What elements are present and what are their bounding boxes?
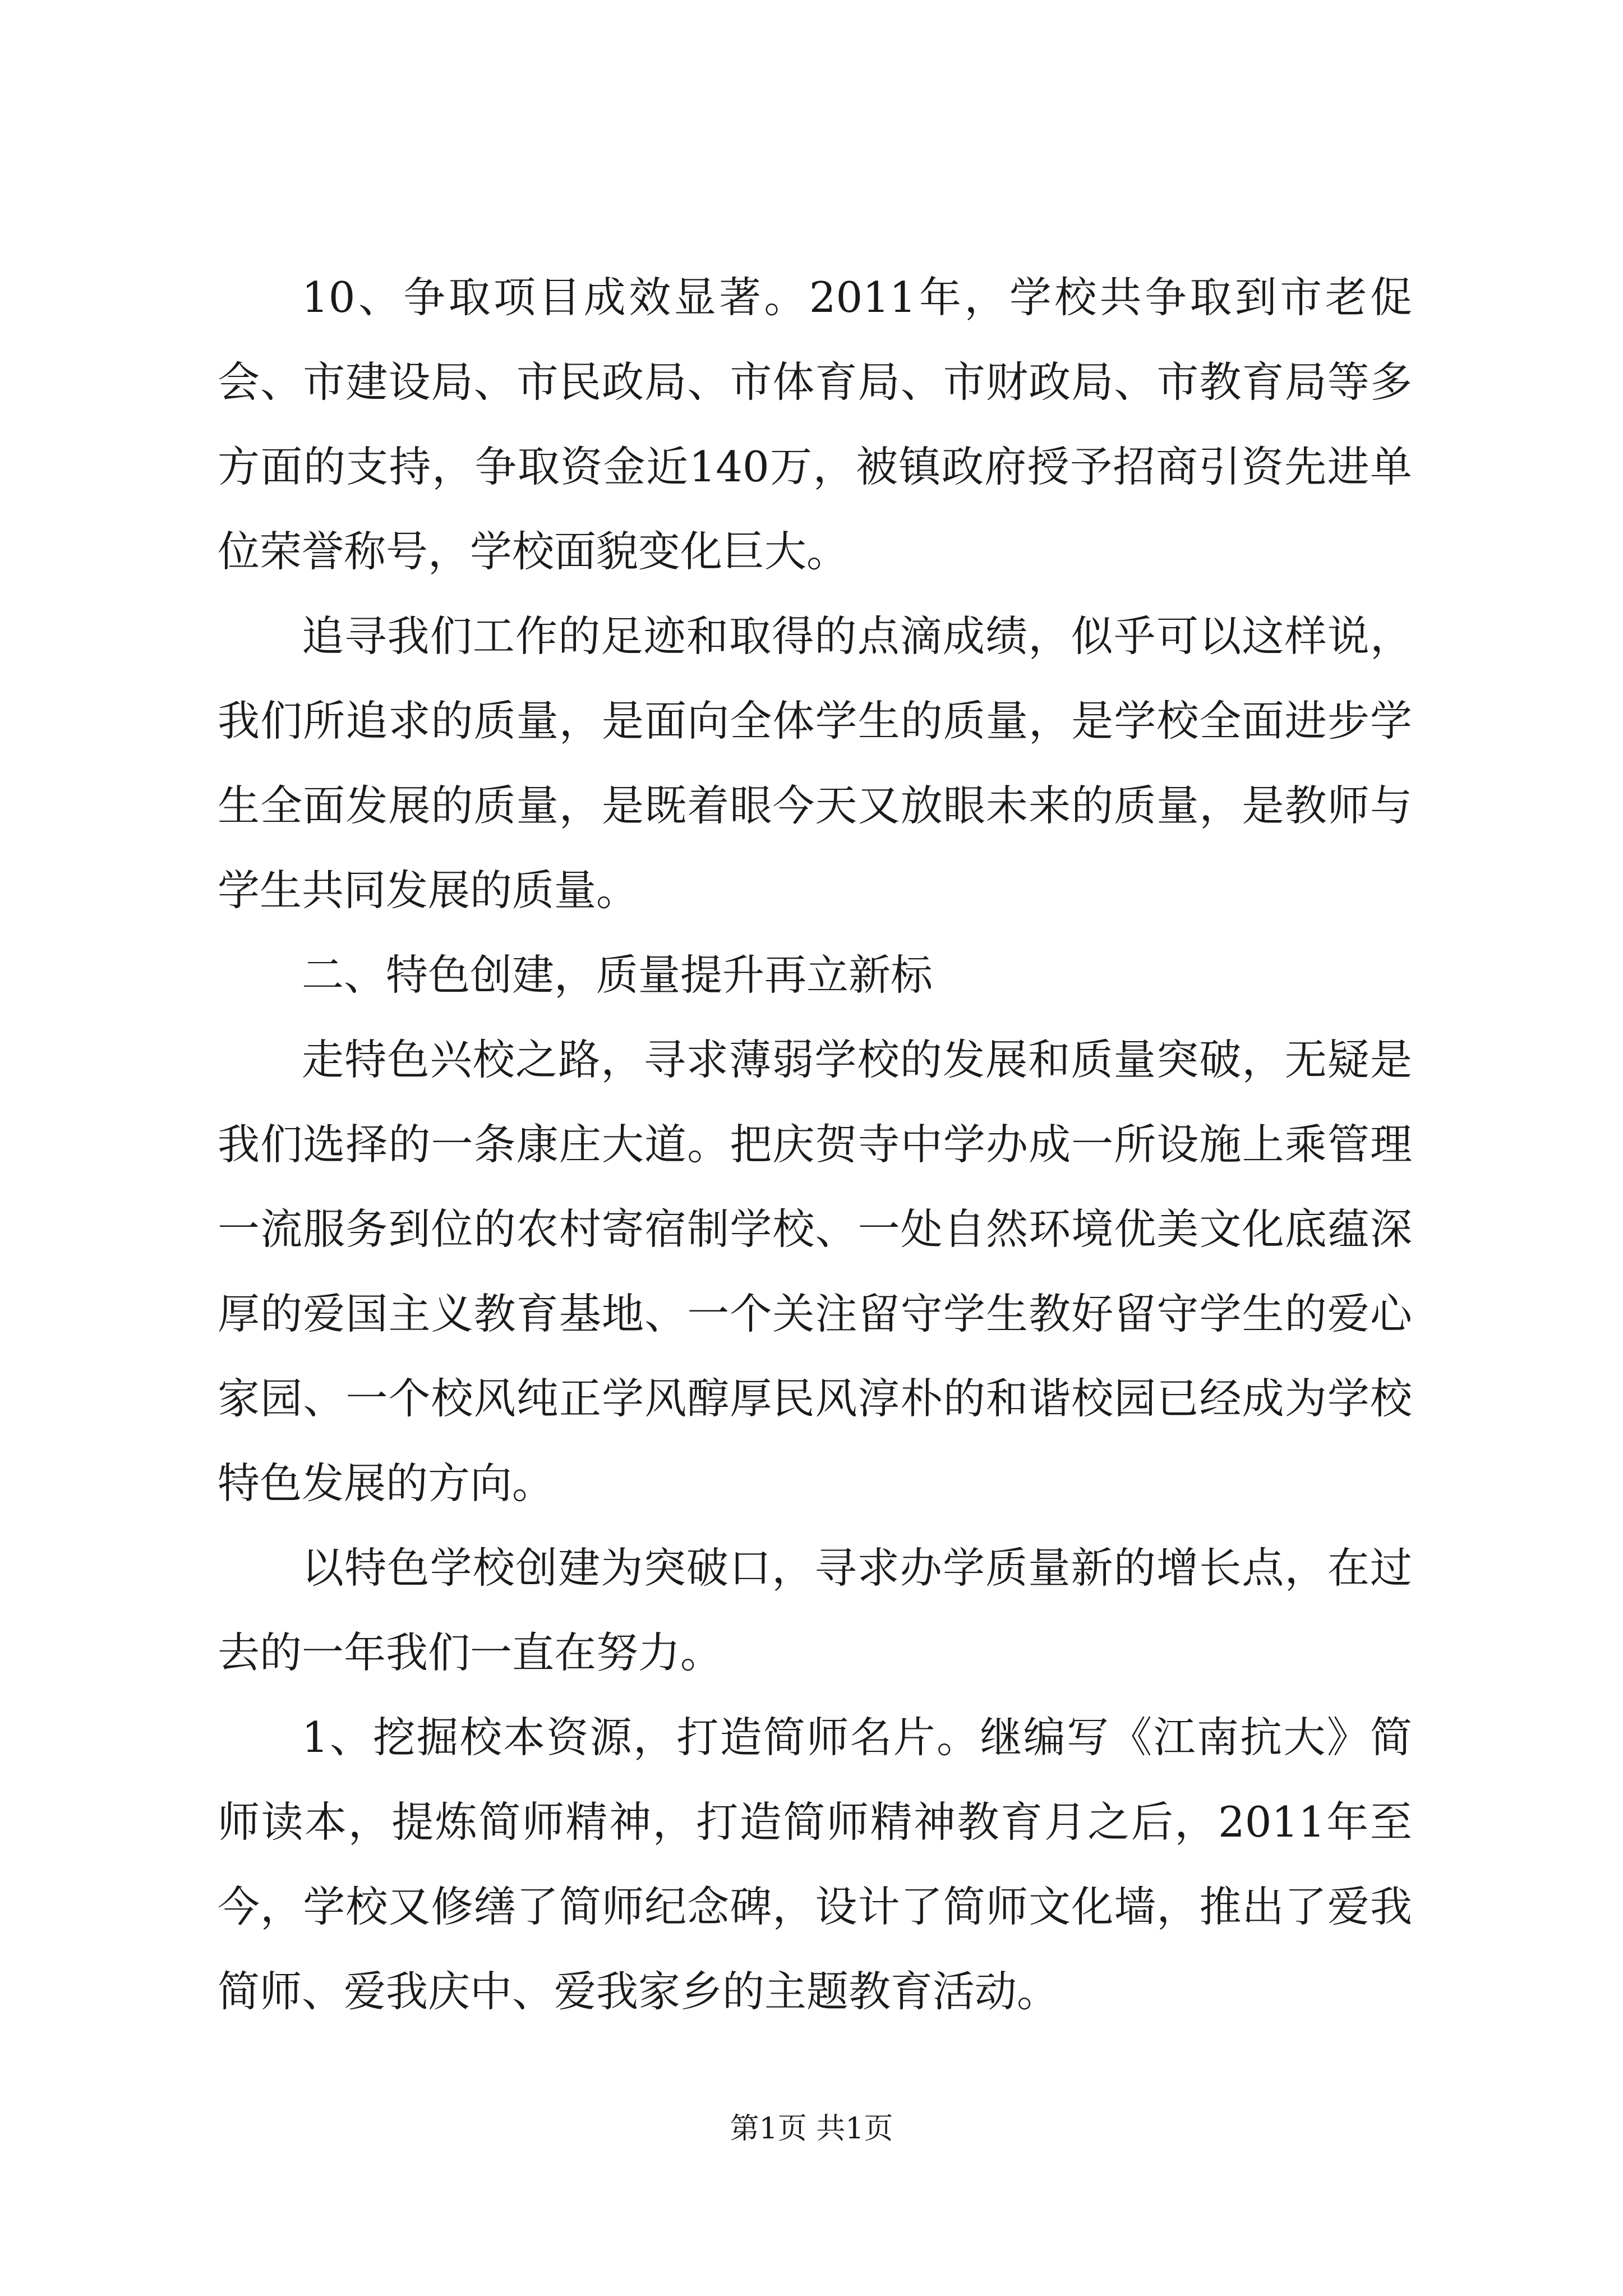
paragraph-school-resources: 1、挖掘校本资源，打造简师名片。继编写《江南抗大》简师读本，提炼简师精神，打造简师精神教育月之后，2011年至今，学校又修缮了简师纪念碑，设计了简师文化墙，推出了爱我简师、爱我庆中、爱我家乡的主题教育活动。 [218, 1713, 1412, 2016]
paragraph-quality-summary: 追寻我们工作的足迹和取得的点滴成绩，似乎可以这样说，我们所追求的质量，是面向全体学生的质量，是学校全面进步学生全面发展的质量，是既着眼今天又放眼未来的质量，是教师与学生共同发展的质量。 [218, 611, 1412, 915]
paragraph-project-results: 10、争取项目成效显著。2011年，学校共争取到市老促会、市建设局、市民政局、市体育局、市财政局、市教育局等多方面的支持，争取资金近140万，被镇政府授予招商引资先进单位荣誉称号，学校面貌变化巨大。 [218, 273, 1412, 576]
section-heading-features: 二、特色创建，质量提升再立新标 [302, 950, 933, 1000]
page-footer: 第1页 共1页 [730, 2112, 893, 2146]
paragraph-breakthrough: 以特色学校创建为突破口，寻求办学质量新的增长点，在过去的一年我们一直在努力。 [218, 1543, 1412, 1677]
paragraph-feature-path: 走特色兴校之路，寻求薄弱学校的发展和质量突破，无疑是我们选择的一条康庄大道。把庆贺寺中学办成一所设施上乘管理一流服务到位的农村寄宿制学校、一处自然环境优美文化底蕴深厚的爱国主义教育基地、一个关注留守学生教好留守学生的爱心家园、一个校风纯正学风醇厚民风淳朴的和谐校园已经成为学校特色发展的方向。 [218, 1035, 1412, 1508]
document-body [218, 255, 1412, 2034]
